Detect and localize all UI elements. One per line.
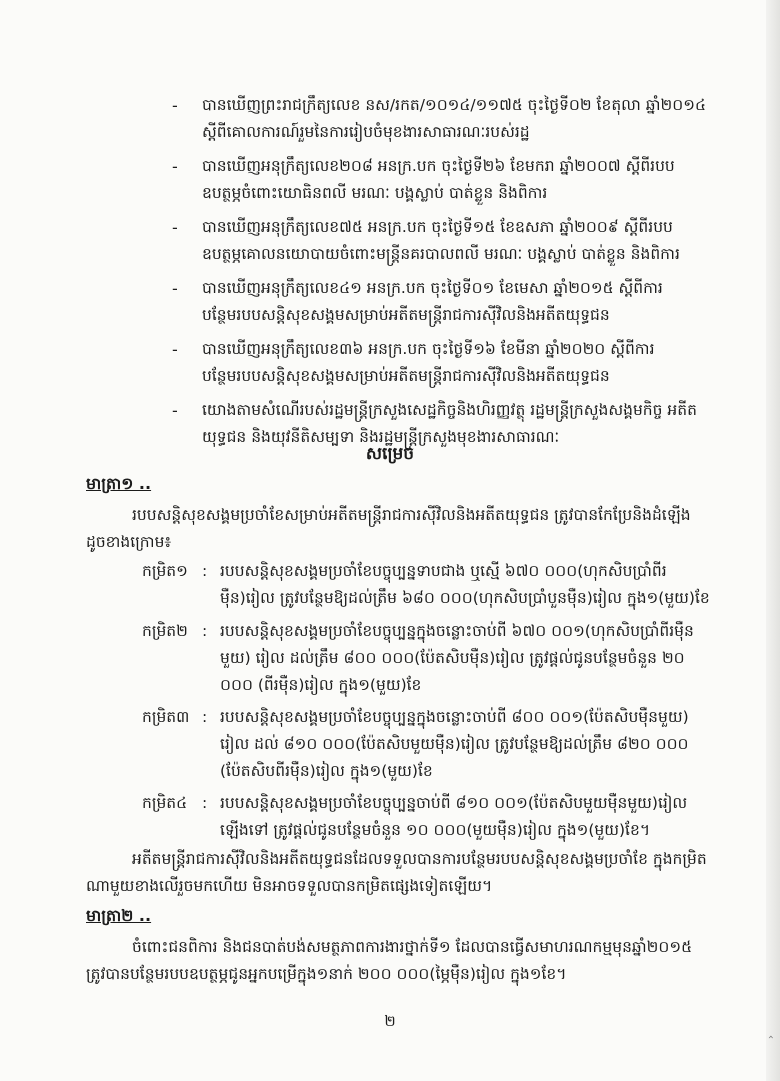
reference-text: បានឃើញអនុក្រឹត្យលេខ៧៥ អនក្រ.បក ចុះថ្ងៃទី១៥ ខែឧសភា ឆ្នាំ២០០៩ ស្ដីពីរបបឧបត្ថម្ភគោលនយោបាយចំពោះមន្ត្រីនគរបាលពលី មរណៈ បង្គស្លាប់ បាត់ខ្លួន និងពិការ <box>202 218 680 263</box>
edge-mark: ‹ <box>765 1035 776 1039</box>
tier-label: កម្រិត២ <box>142 622 188 640</box>
tier-label: កម្រិត៤ <box>142 794 188 812</box>
tier-label: កម្រិត៣ <box>142 708 190 726</box>
reference-item <box>172 153 712 207</box>
article-1-intro-text: របបសន្តិសុខសង្គមប្រចាំខែសម្រាប់អតីតមន្ត្រីរាជការស៊ីវិលនិងអតីតយុទ្ធជន ត្រូវបានកែប្រែនិងដំឡើង ដូចខាងក្រោម៖ <box>86 506 691 551</box>
bullet-dash-icon: - <box>172 401 178 420</box>
legal-references-list <box>172 92 712 458</box>
bullet-dash-icon: - <box>172 279 178 298</box>
reference-item <box>172 214 712 268</box>
tier-colon: : <box>202 794 208 812</box>
tier-text: របបសន្តិសុខសង្គមប្រចាំខែបច្ចុប្បន្នក្នុងចន្លោះចាប់ពី ៦៧០ ០០១(ហុកសិបប្រាំពីរម៉ឺនមួយ) រៀល ដល់ត្រឹម ៨០០ ០០០(ប៉ែតសិបម៉ឺន)រៀល ត្រូវផ្ដល់ជូនបន្ថែមចំនួន ២០ ០០០ (ពីរម៉ឺន)រៀល ក្នុង១(មួយ)ខែ <box>220 622 694 694</box>
tier-2 <box>142 618 712 699</box>
article-2-body <box>86 934 710 988</box>
tier-text: របបសន្តិសុខសង្គមប្រចាំខែបច្ចុប្បន្នចាប់ពី ៨១០ ០០១(ប៉ែតសិបមួយម៉ឺនមួយ)រៀល ឡើងទៅ ត្រូវផ្ដល់ជូនបន្ថែមចំនួន ១០ ០០០(មួយម៉ឺន)រៀល ក្នុង១(មួយ)ខែ។ <box>220 794 688 839</box>
reference-item <box>172 336 712 390</box>
article-1-closing-text: អតីតមន្ត្រីរាជការស៊ីវិលនិងអតីតយុទ្ធជនដែលទទួលបានការបន្ថែមរបបសន្តិសុខសង្គមប្រចាំខែ ក្នុងកម្រិតណាមួយខាងលើរួចមកហើយ មិនអាចទទួលបានកម្រិតផ្សេងទៀតឡើយ។ <box>86 850 707 895</box>
tier-1 <box>142 558 712 612</box>
tier-text: របបសន្តិសុខសង្គមប្រចាំខែបច្ចុប្បន្នទាបជាង ឬស្មើ ៦៧០ ០០០(ហុកសិបប្រាំពីរម៉ឺន)រៀល ត្រូវបន្ថែមឱ្យដល់ត្រឹម ៦៨០ ០០០(ហុកសិបប្រាំបួនម៉ឺន)រៀល ក្នុង១(មួយ)ខែ <box>220 562 710 607</box>
tier-colon: : <box>202 708 208 726</box>
reference-text: បានឃើញព្រះរាជក្រឹត្យលេខ នស/រកត/១០១៤/១១៧៥ ចុះថ្ងៃទី០២ ខែតុលា ឆ្នាំ២០១៤ ស្ដីពីគោលការណ៍រួមនៃការរៀបចំមុខងារសាធារណៈរបស់រដ្ឋ <box>202 96 706 141</box>
decision-heading: សម្រេច <box>365 444 415 464</box>
bullet-dash-icon: - <box>172 218 178 237</box>
tier-4 <box>142 790 712 844</box>
bullet-dash-icon: - <box>172 157 178 176</box>
article-1-title: មាត្រា១ .. <box>86 474 152 493</box>
article-2-text: ចំពោះជនពិការ និងជនបាត់បង់សមត្ថភាពការងារថ្នាក់ទី១ ដែលបានធ្វើសមាហរណកម្មមុនឆ្នាំ២០១៥ ត្រូវបានបន្ថែមរបបឧបត្ថម្ភជូនអ្នកបម្រើក្នុង១នាក់ ២០០ ០០០(ម្ភៃម៉ឺន)រៀល ក្នុង១ខែ។ <box>86 938 693 983</box>
tier-text: របបសន្តិសុខសង្គមប្រចាំខែបច្ចុប្បន្នក្នុងចន្លោះចាប់ពី ៨០០ ០០១(ប៉ែតសិបម៉ឺនមួយ) រៀល ដល់ ៨១០ ០០០(ប៉ែតសិបមួយម៉ឺន)រៀល ត្រូវបន្ថែមឱ្យដល់ត្រឹម ៨២០ ០០០ (ប៉ែតសិបពីរម៉ឺន)រៀល ក្នុង១(មួយ)ខែ <box>220 708 689 780</box>
reference-item <box>172 92 712 146</box>
bullet-dash-icon: - <box>172 340 178 359</box>
article-2-title: មាត្រា២ .. <box>86 906 152 925</box>
reference-text: បានឃើញអនុក្រឹត្យលេខ៤១ អនក្រ.បក ចុះថ្ងៃទី០១ ខែមេសា ឆ្នាំ២០១៥ ស្ដីពីការបន្ថែមរបបសន្តិសុខសង្គមសម្រាប់អតីតមន្ត្រីរាជការស៊ីវិលនិងអតីតយុទ្ធជន <box>202 279 663 324</box>
article-1-closing <box>86 846 710 900</box>
page-edge <box>766 0 780 1081</box>
reference-item <box>172 275 712 329</box>
tier-colon: : <box>202 562 208 580</box>
tier-3 <box>142 704 712 785</box>
tier-colon: : <box>202 622 208 640</box>
reference-text: បានឃើញអនុក្រឹត្យលេខ៣៦ អនក្រ.បក ចុះថ្ងៃទី១៦ ខែមីនា ឆ្នាំ២០២០ ស្ដីពីការបន្ថែមរបបសន្តិសុខសង្គមសម្រាប់អតីតមន្ត្រីរាជការស៊ីវិលនិងអតីតយុទ្ធជន <box>202 340 655 385</box>
page-number: ២ <box>384 1012 396 1030</box>
tier-label: កម្រិត១ <box>142 562 188 580</box>
bullet-dash-icon: - <box>172 96 178 115</box>
article-1-intro <box>86 502 710 556</box>
reference-text: យោងតាមសំណើរបស់រដ្ឋមន្ត្រីក្រសួងសេដ្ឋកិច្ចនិងហិរញ្ញវត្ថុ រដ្ឋមន្ត្រីក្រសួងសង្គមកិច្ច អតីតយុទ្ធជន និងយុវនីតិសម្បទា និងរដ្ឋមន្ត្រីក្រសួងមុខងារសាធារណៈ <box>202 401 697 446</box>
reference-text: បានឃើញអនុក្រឹត្យលេខ២០៨ អនក្រ.បក ចុះថ្ងៃទី២៦ ខែមករា ឆ្នាំ២០០៧ ស្ដីពីរបបឧបត្ថម្ភចំពោះយោធិនពលី មរណៈ បង្គស្លាប់ បាត់ខ្លួន និងពិការ <box>202 157 675 202</box>
